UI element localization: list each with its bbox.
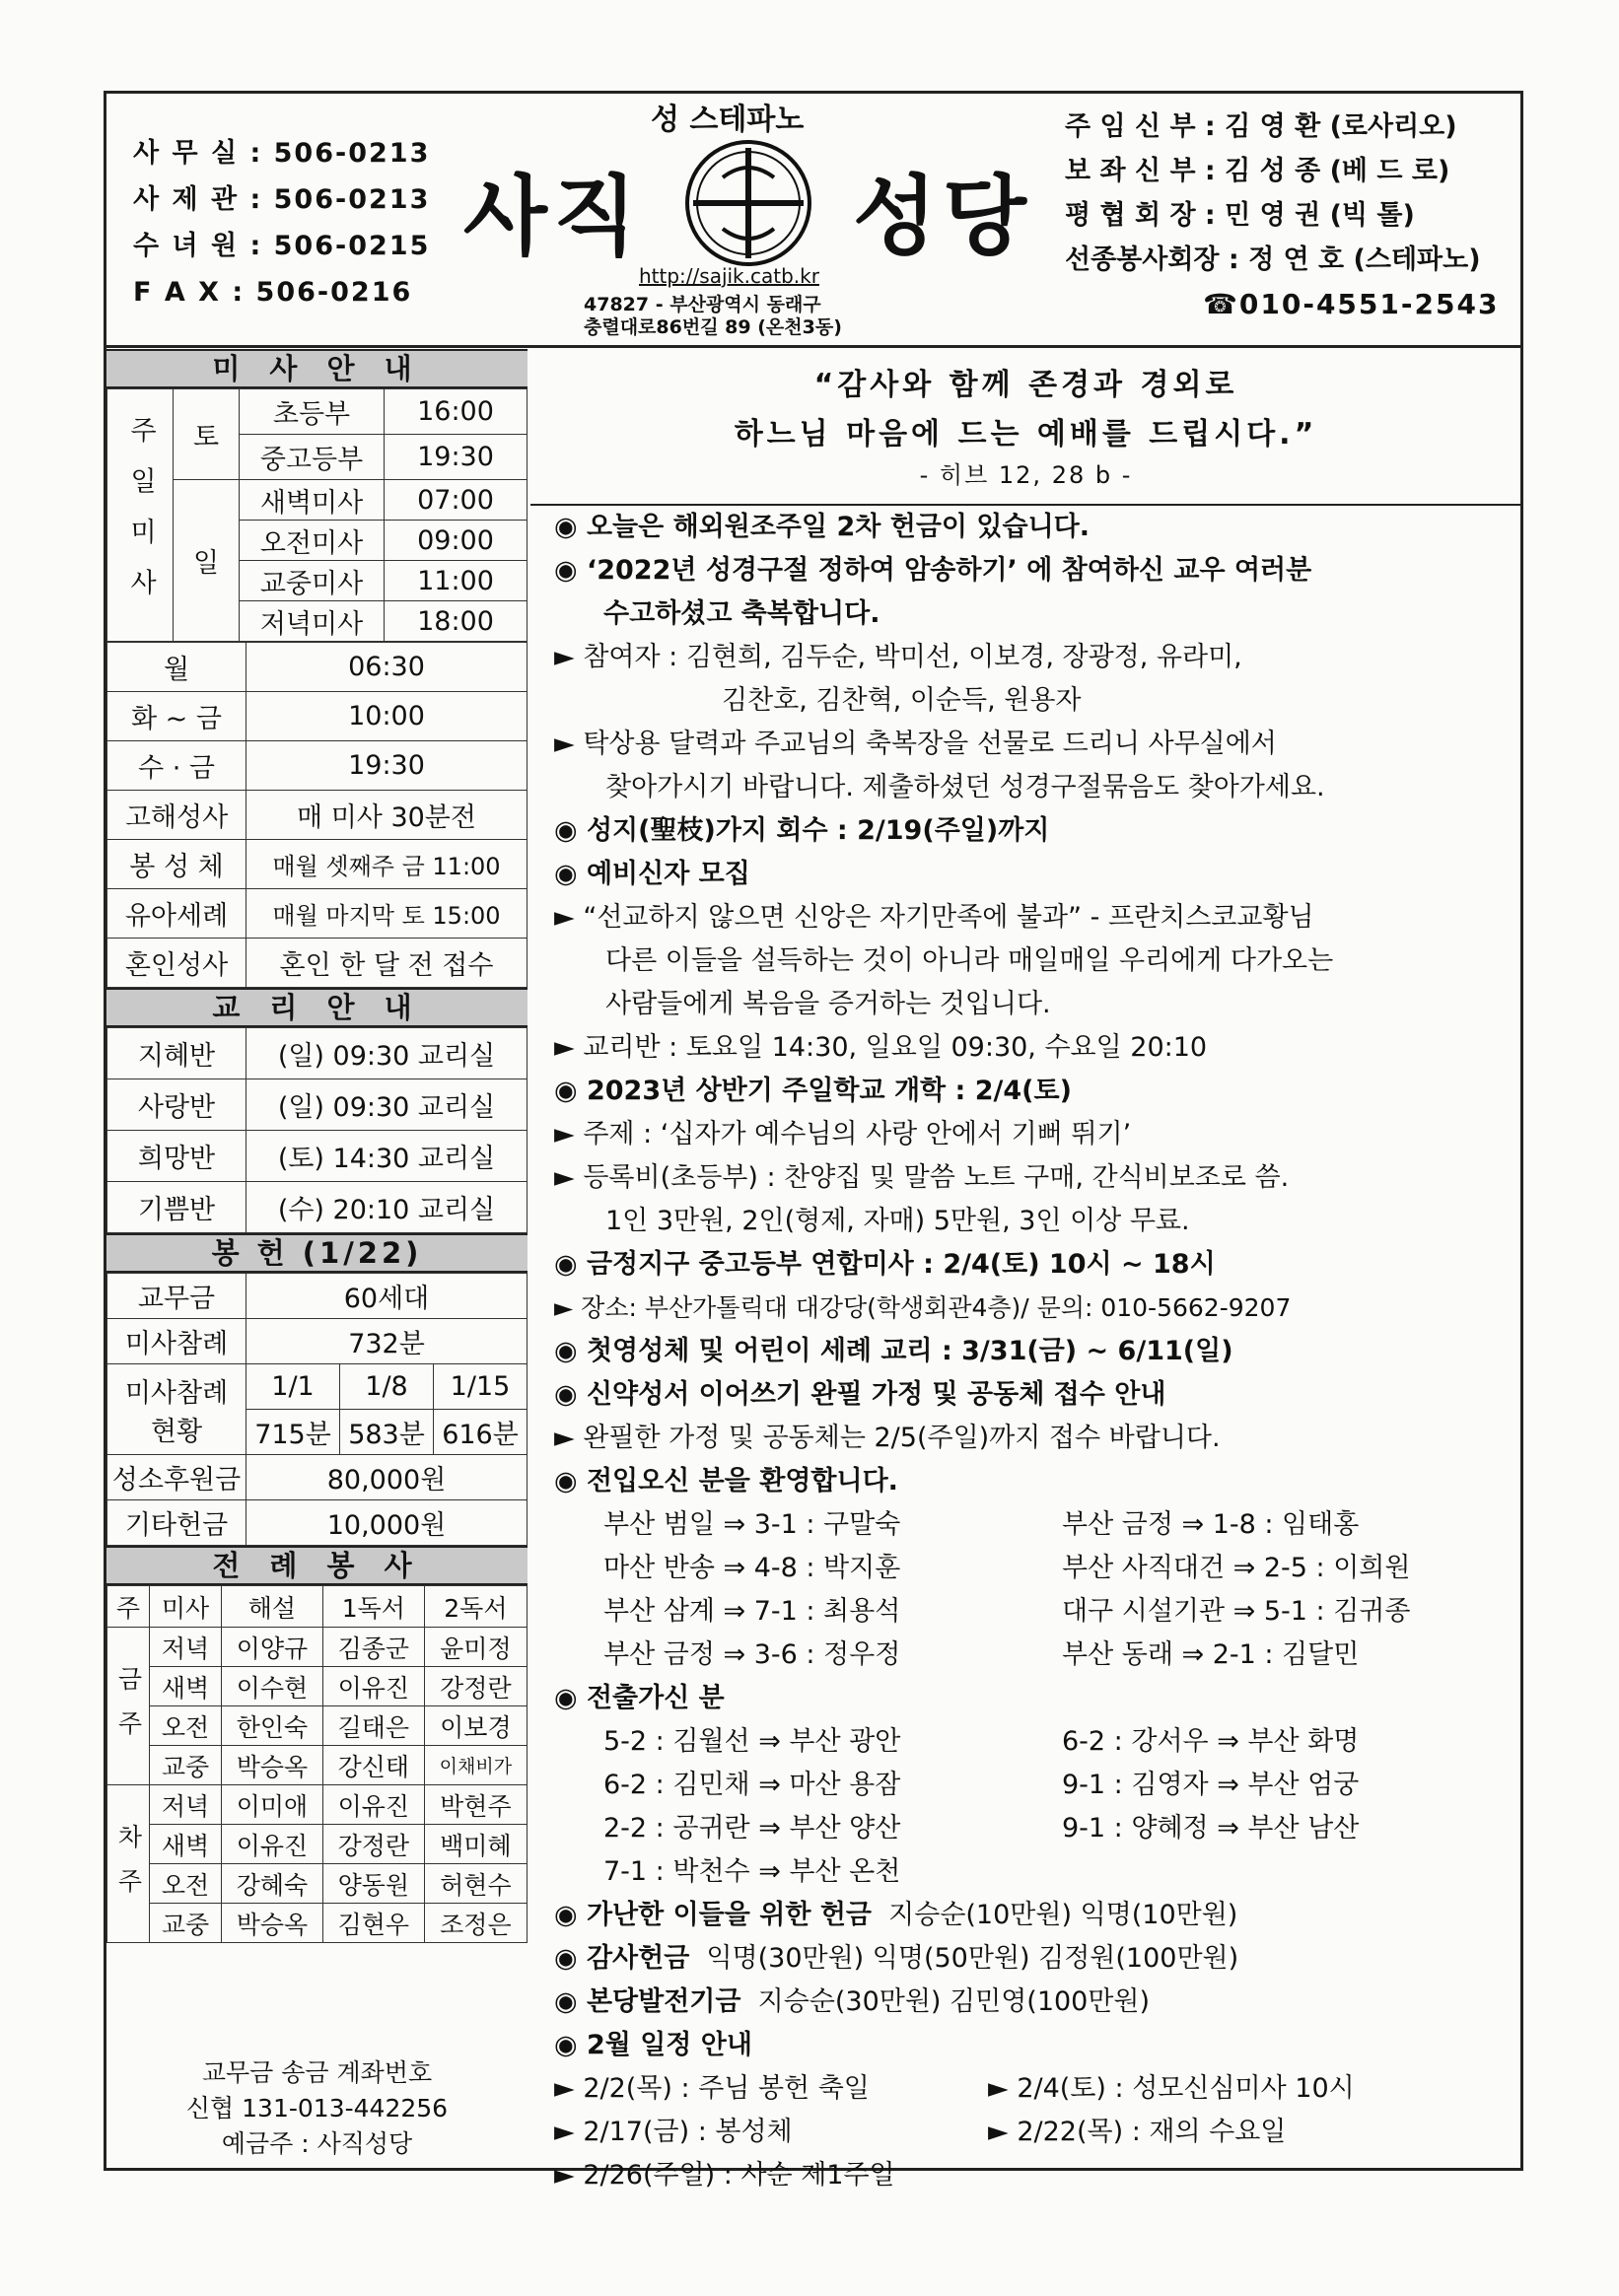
- news-item: ◉ 2월 일정 안내: [554, 2030, 752, 2060]
- offering-table: 교무금 60세대 미사참례 732분 미사참례 현황 1/1 1/8 1/15 715분 583분 616분 성소후원금 80,000원 기타헌금 10,000원: [106, 1273, 528, 1546]
- scripture-reference: - 히브 12, 28 b -: [919, 461, 1133, 489]
- news-item: ◉ 전출가신 분: [554, 1683, 725, 1713]
- office-contacts: [133, 130, 430, 315]
- news-item: ◉ 예비신자 모집: [554, 859, 750, 889]
- news-item: ◉ 본당발전기금 지승순(30만원) 김민영(100만원): [554, 1986, 1151, 2017]
- website-link[interactable]: http://sajik.catb.kr: [639, 264, 819, 288]
- news-item: ◉ 첫영성체 및 어린이 세례 교리 : 3/31(금) ~ 6/11(일): [554, 1336, 1233, 1366]
- rectory-phone: 사 제 관 : 506-0213: [133, 184, 431, 215]
- funeral-ministry-head: 선종봉사회장 : 정 연 호 (스테파노): [1065, 244, 1481, 275]
- council-president: 평 협 회 장 : 민 영 권 (빅 톨): [1065, 200, 1415, 231]
- news-item: ◉ 오늘은 해외원조주일 2차 헌금이 있습니다.: [554, 512, 1090, 542]
- news-item: ◉ 감사헌금 익명(30만원) 익명(50만원) 김정원(100만원): [554, 1943, 1239, 1974]
- fax-number: F A X : 506-0216: [133, 277, 413, 308]
- office-phone: 사 무 실 : 506-0213: [133, 138, 431, 169]
- main-content: [530, 349, 1521, 2197]
- contact-phone: ☎010-4551-2543: [1203, 288, 1500, 320]
- news-item: ◉ 금정지구 중고등부 연합미사 : 2/4(토) 10시 ~ 18시: [554, 1249, 1216, 1280]
- news-item: ◉ ‘2022년 성경구절 정하여 암송하기’ 에 참여하신 교우 여러분: [554, 555, 1312, 586]
- doctrine-header: 교 리 안 내: [106, 988, 528, 1027]
- mass-schedule-header: 미 사 안 내: [106, 349, 528, 388]
- cross-logo-icon: [683, 138, 813, 268]
- offering-header: 봉 헌 (1/22): [106, 1233, 528, 1273]
- mass-schedule-table: 주 일 미 사 토 초등부 16:00 중고등부 19:30 일 새벽미사 07:00 오전미사 09:00 교중미사 11:00 저녁미사 18:00: [106, 388, 528, 642]
- news-item: ◉ 성지(聖枝)가지 회수 : 2/19(주일)까지: [554, 815, 1050, 846]
- news-item: ◉ 신약성서 이어쓰기 완필 가정 및 공동체 접수 안내: [554, 1379, 1166, 1410]
- title-left: 사직: [463, 166, 644, 267]
- leaving-list: 5-2 : 김월선 ⇒ 부산 광안 6-2 : 강서우 ⇒ 부산 화명 6-2 : 김민채 ⇒ 마산 용잠 9-1 : 김영자 ⇒ 부산 엄궁 2-2 : 공귀란 ⇒ 부산 양산 9-1 : 양혜정 ⇒ 부산 남산 7-1 : 박천수 ⇒ 부산 온천: [603, 1726, 1360, 1887]
- liturgy-header: 전 례 봉 사: [106, 1546, 528, 1585]
- news-list: ◉ 오늘은 해외원조주일 2차 헌금이 있습니다. ◉ ‘2022년 성경구절 정하여 암송하기’ 에 참여하신 교우 여러분 수고하셨고 축복합니다. ► 참여자 : 김현희, 김두순, 박미선, 이보경, 장광정, 유라미, 김찬호, 김찬혁, 이순득, 원용자 ► 탁상용 달력과 주교님의 축복장을 선물로 드리니 사무실에서 찾아가시기 바랍니다. 제출하셨던 성경구절묶음도 찾아가세요. ◉ 성지(聖枝)가지 회수 : 2/19(주일)까지 ◉ 예비신자 모집 ► “선교하지 않으면 신앙은 자기만족에 불과” - 프란치스코교황님 다른 이들을 설득하는 것이 아니라 매일매일 우리에게 다가오는 사람들에게 복음을 증거하는 것입니다. ► 교리반 : 토요일 14:30, 일요일 09:30, 수요일 20:10 ◉ 2023년 상반기 주일학교 개학 : 2/4(토) ► 주제 : ‘십자가 예수님의 사랑 안에서 기뻐 뛰기’ ► 등록비(초등부) : 찬양집 및 말씀 노트 구매, 간식비보조로 씀. 1인 3만원, 2인(형제, 자매) 5만원, 3인 이상 무료. ◉ 금정지구 중고등부 연합미사 : 2/4(토) 10시 ~ 18시 ► 장소: 부산가톨릭대 대강당(학생회관4층)/ 문의: 010-5662-9207 ◉ 첫영성체 및 어린이 세례 교리 : 3/31(금) ~ 6/11(일) ◉ 신약성서 이어쓰기 완필 가정 및 공동체 접수 안내 ► 완필한 가정 및 공동체는 2/5(주일)까지 접수 바랍니다. ◉ 전입오신 분을 환영합니다. 부산 범일 ⇒ 3-1 : 구말숙 부산 금정 ⇒ 1-8 : 임태홍 마산 반송 ⇒ 4-8 : 박지훈 부산 사직대건 ⇒ 2-5 : 이희원 부산 삼계 ⇒ 7-1 : 최용석 대구 시설기관 ⇒ 5-1 : 김귀종 부산 금정 ⇒ 3-6 : 정우정 부산 동래 ⇒ 2-1 : 김달민 ◉ 전출가신 분 5-2 : 김월선 ⇒ 부산 광안 6-2 : 강서우 ⇒ 부산 화명 6-2 : 김민채 ⇒ 마산 용잠 9-1 : 김영자 ⇒ 부산 엄궁 2-2 : 공귀란 ⇒ 부산 양산 9-1 : 양혜정 ⇒ 부산 남산 7-1 : 박천수 ⇒ 부산 온천 ◉ 가난한 이들을 위한 헌금 지승순(10만원) 익명(10만원) ◉ 감사헌금 익명(30만원) 익명(50만원) 김정원(100만원) ◉ 본당발전기금 지승순(30만원) 김민영(100만원) ◉ 2월 일정 안내 ► 2/2(목) : 주님 봉헌 축일 ► 2/4(토) : 성모신심미사 10시 ► 2/17(금) : 봉성체 ► 2/22(목) : 재의 수요일 ► 2/26(주일) : 사순 제1주일: [530, 506, 1521, 2197]
- doctrine-table: 지혜반 (일) 09:30 교리실 사랑반 (일) 09:30 교리실 희망반 (토) 14:30 교리실 기쁨반 (수) 20:10 교리실: [106, 1027, 528, 1233]
- pastor: 주 임 신 부 : 김 영 환 (로사리오): [1065, 111, 1457, 142]
- sunday-mass-label: 주 일 미 사: [107, 389, 174, 642]
- header-divider: [104, 345, 1523, 348]
- schedule-list: ► 2/2(목) : 주님 봉헌 축일 ► 2/4(토) : 성모신심미사 10시 ► 2/17(금) : 봉성체 ► 2/22(목) : 재의 수요일 ► 2/26(주일) : 사순 제1주일: [554, 2073, 1355, 2191]
- address: 47827 - 부산광역시 동래구 충렬대로86번길 89 (온천3동): [584, 294, 842, 338]
- left-sidebar: [106, 349, 528, 1943]
- weekday-schedule-table: 월 06:30 화 ~ 금 10:00 수 · 금 19:30 고해성사 매 미사 30분전 봉 성 체 매월 셋째주 금 11:00 유아세례 매월 마지막 토 15:00 혼인성사 혼인 한 달 전 접수: [106, 642, 528, 988]
- assistant-priest: 보 좌 신 부 : 김 성 종 (베 드 로): [1065, 156, 1450, 186]
- scripture-quote: “감사와 함께 존경과 경외로 하느님 마음에 드는 예배를 드립시다.”: [734, 368, 1318, 452]
- bank-account-info: 교무금 송금 계좌번호 신협 131-013-442256 예금주 : 사직성당: [185, 2058, 449, 2158]
- news-item: ◉ 가난한 이들을 위한 헌금 지승순(10만원) 익명(10만원): [554, 1900, 1238, 1930]
- liturgy-table: 주 미사 해설 1독서 2독서 금 주 저녁 이양규 김종군 윤미정 새벽 이수현 이유진 강정란 오전 한인숙 길태은 이보경 교중 박승옥 강신태 이채비가 차 주 저녁 이미애 이유진 박현주 새벽 이유진 강정란 백미혜 오전 강혜숙 양동원 허현수 교중 박승옥 김현우 조정은: [106, 1585, 528, 1943]
- patron-subtitle: 성 스테파노: [651, 103, 805, 137]
- convent-phone: 수 녀 원 : 506-0215: [133, 231, 431, 261]
- title-right: 성당: [853, 166, 1033, 267]
- news-item: ◉ 2023년 상반기 주일학교 개학 : 2/4(토): [554, 1076, 1072, 1106]
- clergy-list: [1065, 104, 1481, 282]
- news-item: ◉ 전입오신 분을 환영합니다.: [554, 1466, 898, 1496]
- welcome-list: 부산 범일 ⇒ 3-1 : 구말숙 부산 금정 ⇒ 1-8 : 임태홍 마산 반송 ⇒ 4-8 : 박지훈 부산 사직대건 ⇒ 2-5 : 이희원 부산 삼계 ⇒ 7-1 : 최용석 대구 시설기관 ⇒ 5-1 : 김귀종 부산 금정 ⇒ 3-6 : 정우정 부산 동래 ⇒ 2-1 : 김달민: [603, 1509, 1411, 1670]
